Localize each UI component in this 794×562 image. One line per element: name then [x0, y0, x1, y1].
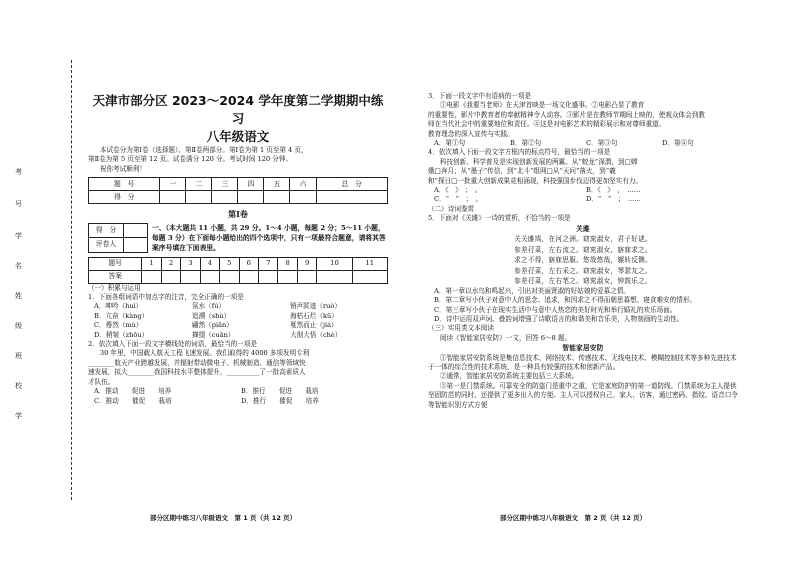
q4-text: 和”探日□一批重大创新成果竞相涌现，科技强国步伐迈得更加坚实有力。	[428, 176, 643, 185]
subsection-title: （二）诗词鉴赏	[428, 204, 475, 213]
answer-header: 1	[142, 257, 161, 270]
answer-cell[interactable]	[161, 270, 180, 283]
answer-header: 11	[352, 257, 387, 270]
poem-line: 参差荇菜，左右采之。窈窕淑女，琴瑟友之。	[514, 266, 652, 275]
section1-header	[88, 223, 388, 253]
q3-text: 教育理念的深入宣传与实践。	[428, 129, 514, 138]
answer-cell[interactable]	[239, 270, 258, 283]
poem-line: 求之不得，寤寐思服。悠哉悠哉，辗转反侧。	[514, 256, 652, 265]
option: B．推行 促进 栽培	[241, 387, 319, 396]
poem-title: 关雎	[576, 224, 590, 233]
option: D．诗中运用双声词、叠韵词增强了诗歌语言的和谐美和音乐美，人物刻画的生动性。	[434, 314, 684, 323]
option: D．稍皱（zhōu）	[94, 330, 149, 339]
q2-passage: ________航天产业跨越发展，并辐射带动微电子、机械制造、通信等领域快	[88, 358, 306, 367]
option: D．推行 催促 培养	[241, 396, 319, 405]
score-header: 一	[160, 178, 186, 191]
option: A．推动 促进 培养	[94, 387, 172, 396]
score-cell[interactable]	[160, 191, 186, 204]
q2-passage: 速发展，拟大________我国科技水平整体提升，__________了一批高素质人	[88, 368, 306, 377]
option: A．《 》 ； 。	[434, 186, 482, 195]
poem-line: 关关雎鸠，在河之洲。窈窕淑女，君子好逑。	[514, 235, 652, 244]
score-header: 四	[238, 178, 264, 191]
poem-line: 参差荇菜，左右流之。窈窕淑女，寤寐求之。	[514, 245, 652, 254]
binding-label: 级	[15, 322, 22, 330]
intro-line: 祝你考试顺利！	[99, 164, 147, 173]
score-cell[interactable]	[212, 191, 238, 204]
question-4: 4．依次填入下面一段文字方框内的标点符号，最恰当的一项是	[428, 148, 611, 157]
option: 氛水（fú）	[192, 302, 226, 311]
intro-line: 第Ⅱ卷为第 5 页至第 12 页。试卷满分 120 分。考试时间 120 分钟。	[88, 155, 293, 164]
article-para: ①智能家居安防系统是集信息技术、网络技术、传感技术、无线电技术、模糊控制技术等多种先进技术于一体的综合性的技术系统，是一种具有较强的技术和创新产品。	[428, 353, 737, 372]
exam-subtitle: 八年级语文	[206, 129, 270, 144]
subsection-title: （一）积累与运用	[88, 283, 141, 292]
subsection-title: （三）实用类文本阅读	[428, 324, 494, 333]
option: 追溯（shù）	[192, 311, 231, 320]
option: C．第三章写小伙子在现实生活中与意中人热恋的美好时光和举行婚礼的欢乐场面。	[434, 305, 677, 314]
question-1: 1．下面各组词语中加点字的注音，完全正确的一项是	[88, 293, 244, 302]
answer-cell[interactable]	[142, 270, 161, 283]
answer-cell[interactable]	[181, 270, 200, 283]
q4-text: 娥□奔月；从“墨子”传信，到“北斗”组网□从“天问”落火，到“羲	[428, 167, 616, 176]
section1-desc: 一、（本大题共 11 小题，共 29 分。1～4 小题，每题 2 分；5～11 小题，每题 3 分）在下面每小题给出的四个选项中，只有一项最符合题意，请将其答案序号填在下面表里。	[152, 223, 386, 252]
option: 大彻大悟（chè）	[290, 330, 342, 339]
binding-label: 学	[15, 412, 22, 420]
score-header: 题 号	[89, 178, 160, 191]
binding-label: 班	[15, 352, 22, 360]
answer-header: 10	[317, 257, 352, 270]
question-5: 5．下面对《关雎》一诗的赏析，不恰当的一项是	[428, 214, 571, 223]
mini-score-box	[88, 223, 148, 253]
volume-title: 第Ⅰ卷	[228, 209, 248, 220]
option: D．第④句	[662, 139, 694, 148]
option: C．推动 催促 栽培	[94, 396, 172, 405]
score-cell[interactable]	[238, 191, 264, 204]
reading-intro: 阅读《智能家居安防》一文，回答 6～8 题。	[439, 333, 572, 342]
q2-passage: 才队伍。	[88, 377, 115, 386]
option: C．“ ” ； 。	[434, 195, 483, 204]
score-table	[88, 177, 388, 204]
article-para: ②通常，智能家居安防系统主要包括三大系统。	[439, 372, 579, 381]
option: A．呻吟（huì）	[94, 302, 143, 311]
binding-label: 校	[15, 382, 22, 390]
poem-line: 参差荇菜，左右芼之。窈窕淑女，钟鼓乐之。	[514, 277, 652, 286]
option: 戛然而止（jiá）	[290, 321, 338, 330]
score-header: 五	[264, 178, 290, 191]
option: 海枯石烂（kū）	[290, 311, 338, 320]
page-footer: 部分区期中练习八年级语文 第 2 页（共 12 页）	[500, 514, 647, 522]
score-cell[interactable]	[186, 191, 212, 204]
binding-label: 考	[15, 168, 22, 176]
q3-text: 师在当代社会中的重要地位和责任。④这是对电影艺术的精彩展示和对尊师重道、	[428, 120, 666, 129]
page-2	[428, 92, 738, 410]
answer-cell[interactable]	[220, 270, 239, 283]
option: 销声匿迹（ruò）	[290, 302, 341, 311]
option: B．《 》 ， ……	[586, 186, 641, 195]
answer-cell[interactable]	[259, 270, 278, 283]
score-header: 六	[290, 178, 316, 191]
answer-cell[interactable]	[317, 270, 352, 283]
binding-label: 名	[15, 262, 22, 270]
option: A．第一章以水鸟和鸣起兴，引出对美丽贤淑的好姑娘的爱慕之情。	[434, 286, 630, 295]
score-cell[interactable]	[316, 191, 388, 204]
mini-grader-cell[interactable]	[124, 238, 148, 253]
answer-cell[interactable]	[352, 270, 387, 283]
answer-header: 9	[297, 257, 316, 270]
q1-options	[88, 302, 388, 340]
page-1	[88, 92, 388, 406]
option: B．亢奋（kàng）	[94, 311, 149, 320]
mini-score-cell[interactable]	[124, 223, 148, 238]
mini-score-label: 得 分	[89, 223, 124, 238]
q3-text: ①电影《我要当老师》在天津首映是一场文化盛事。②电影凸显了教育	[439, 101, 645, 110]
q2-passage: 30 年里，中国载人航天工程飞速发展。我们取得的 4000 多项发明专利	[99, 349, 310, 358]
exam-title: 天津市部分区 2023～2024 学年度第二学期期中练习	[92, 93, 384, 126]
answer-header: 5	[220, 257, 239, 270]
answer-header: 4	[200, 257, 219, 270]
mini-grader-label: 评卷人	[89, 238, 124, 253]
option: C．第③句	[586, 139, 618, 148]
option: B．第二章写小伙子对意中人的思念、追求，和因求之不得而朝思暮想、寝食难安的情形。	[434, 296, 696, 305]
question-2: 2．依次填入下面一段文字横线处的词语，最恰当的一项是	[88, 340, 258, 349]
binding-label: 学	[15, 232, 22, 240]
score-header: 二	[186, 178, 212, 191]
option: 翩然（piān）	[192, 321, 233, 330]
answer-header: 题号	[89, 257, 142, 270]
q2-options	[88, 387, 388, 406]
answer-header: 2	[161, 257, 180, 270]
option: C．蓦然（mù）	[94, 321, 143, 330]
q4-text: 科技创新、科学普及是实现创新发展的两翼。从“蛟龙”深潜，到□嫦	[439, 157, 638, 166]
option: D．“ ” ； ……	[586, 195, 641, 204]
option: B．第②句	[510, 139, 542, 148]
binding-strip	[0, 0, 80, 562]
score-header: 三	[212, 178, 238, 191]
score-header: 总 分	[316, 178, 388, 191]
intro-line: 本试卷分为第Ⅰ卷（选择题）、第Ⅱ卷两部分。第Ⅰ卷为第 1 页至第 4 页，	[99, 146, 308, 154]
answer-table	[88, 257, 388, 284]
q3-text: 的重要性，影片中教育者的奉献精神令人动容。③影片是在教师节期间上映的，使观众体会到教	[428, 110, 705, 119]
answer-header: 7	[259, 257, 278, 270]
q5-options	[428, 287, 738, 325]
answer-header: 3	[181, 257, 200, 270]
answer-cell[interactable]	[297, 270, 316, 283]
article-para: ③第一是门禁系统。可靠安全的防盗门是重中之重，它是家庭防护的第一道防线。门禁系统为主人提供坚固防范的同时，还提供了更多出入的方便。主人可以授权自己、家人、访客，通过密码、指纹、语音口令等智能识别方式方便	[428, 381, 738, 409]
answer-cell[interactable]	[200, 270, 219, 283]
answer-header: 6	[239, 257, 258, 270]
score-cell[interactable]	[264, 191, 290, 204]
page-footer: 部分区期中练习八年级语文 第 1 页（共 12 页）	[150, 514, 297, 522]
article-title: 智能家居安防	[562, 344, 604, 353]
q4-options	[428, 186, 738, 205]
answer-row-label: 答案	[89, 270, 142, 283]
binding-label: 姓	[15, 292, 22, 300]
question-3: 3．下面一段文字中有语病的一项是	[428, 92, 532, 100]
binding-label: 号	[15, 200, 22, 208]
answer-cell[interactable]	[278, 270, 297, 283]
score-row-label: 得 分	[89, 191, 160, 204]
binding-line	[71, 60, 72, 500]
option: 撺掇（cuān）	[192, 330, 235, 339]
option: A．第①句	[434, 139, 466, 148]
answer-header: 8	[278, 257, 297, 270]
score-cell[interactable]	[290, 191, 316, 204]
